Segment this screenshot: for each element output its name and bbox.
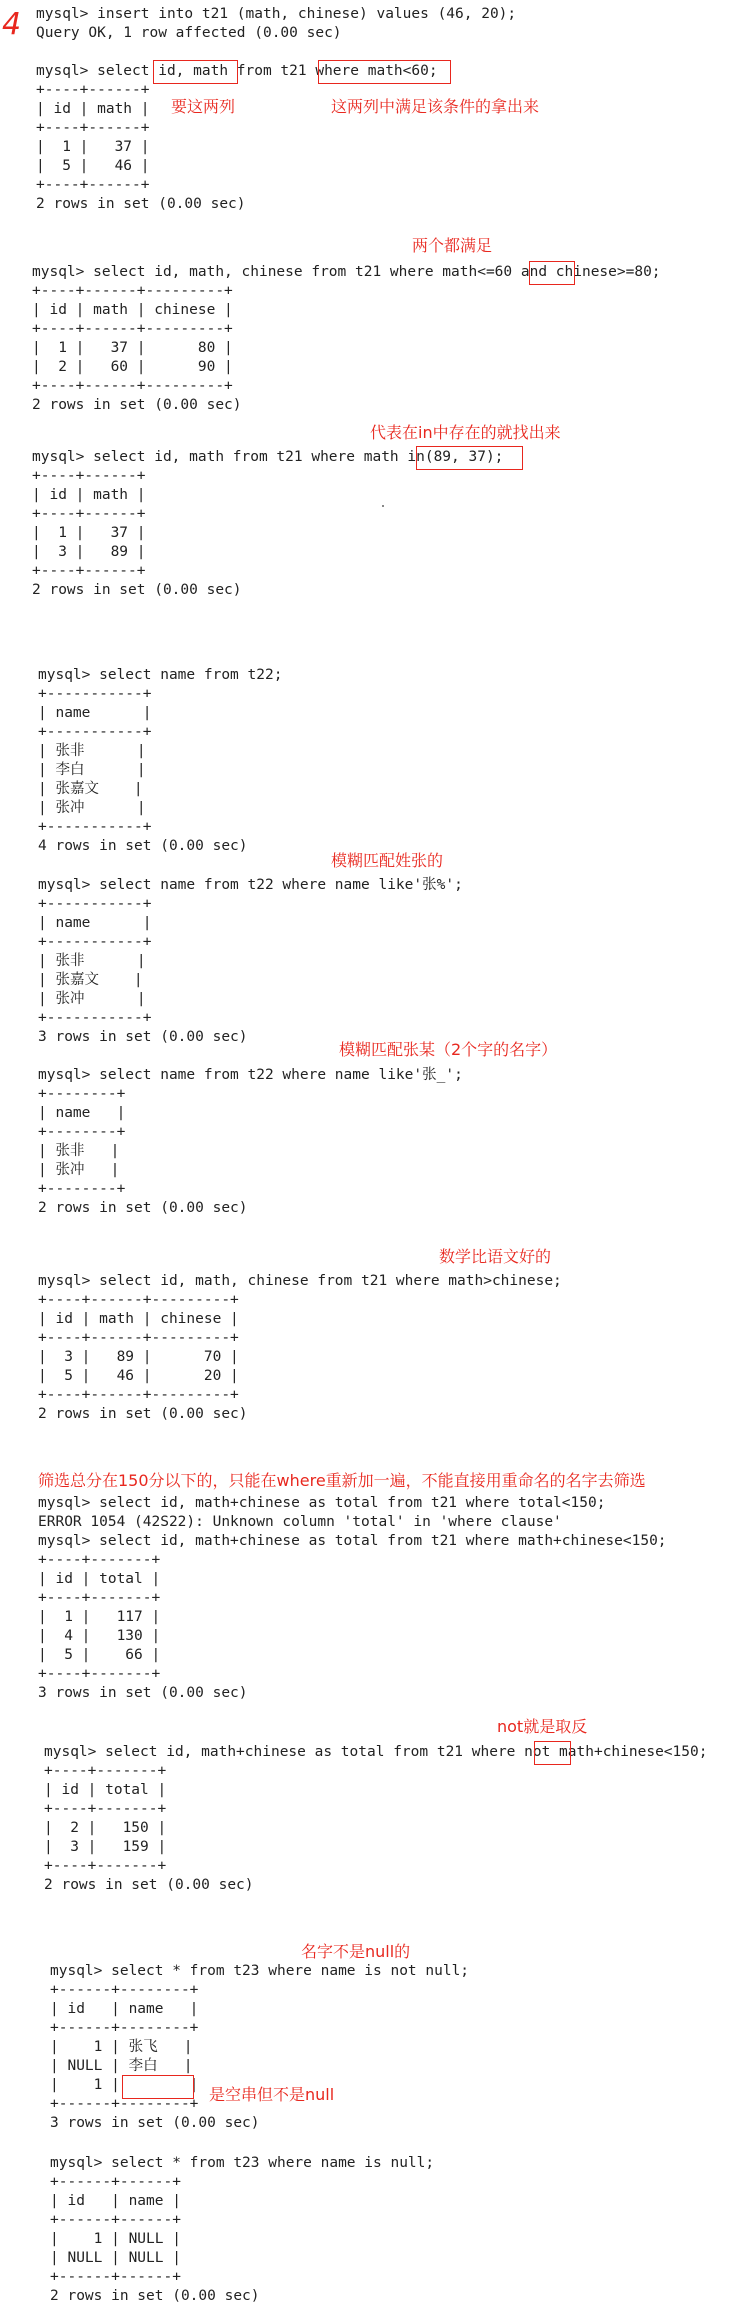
terminal-line: | 4 | 130 | [38,1628,161,1644]
terminal-line: mysql> select * from t23 where name is not null; [50,1963,470,1979]
terminal-line: | 1 | 117 | [38,1609,161,1625]
annotation-math-better: 数学比语文好的 [439,1247,552,1266]
terminal-line: 3 rows in set (0.00 sec) [38,1685,248,1701]
terminal-line: +------+------+ [50,2174,181,2190]
terminal-line: +----+------+ [32,563,146,579]
terminal-line: 2 rows in set (0.00 sec) [50,2288,260,2304]
terminal-line: +-----------+ [38,1010,152,1026]
terminal-block-insert [36,5,516,43]
terminal-line: +------+------+ [50,2212,181,2228]
terminal-line: | id | name | [50,2193,181,2209]
terminal-line: | NULL | 李白 | [50,2058,193,2074]
annotation-want-two-columns: 要这两列 [171,97,236,116]
terminal-line: | 1 | 37 | [36,139,150,155]
terminal-block-like-underscore [38,1066,463,1218]
terminal-line: | 张非 | [38,743,146,759]
terminal-line: mysql> select id, math from t21 where math in(89, 37); [32,449,504,465]
annotation-both-satisfy: 两个都满足 [412,236,493,255]
terminal-line: mysql> select id, math from t21 where math<60; [36,63,438,79]
terminal-line: +----+------+ [36,177,150,193]
terminal-line: | id | total | [38,1571,161,1587]
terminal-line: +----+-------+ [44,1801,167,1817]
terminal-line: 2 rows in set (0.00 sec) [38,1200,248,1216]
terminal-line: 4 rows in set (0.00 sec) [38,838,248,854]
stray-dot [382,505,384,507]
highlight-not [534,1741,571,1765]
terminal-line: 2 rows in set (0.00 sec) [38,1406,248,1422]
terminal-line: mysql> select id, math+chinese as total from t21 where total<150; [38,1495,606,1511]
terminal-line: | 张非 | [38,1143,120,1159]
annotation-not-negation: not就是取反 [497,1717,588,1736]
terminal-line: +----+-------+ [38,1590,161,1606]
highlight-empty-name [122,2075,194,2099]
terminal-line: +----+------+ [36,82,150,98]
terminal-line: | 张冲 | [38,991,146,1007]
terminal-line: +------+------+ [50,2269,181,2285]
terminal-block-select-math-lt-60 [36,62,438,214]
terminal-line: mysql> select * from t23 where name is null; [50,2155,435,2171]
terminal-line: +-----------+ [38,819,152,835]
terminal-line: +--------+ [38,1124,126,1140]
terminal-line: +-----------+ [38,896,152,912]
terminal-line: | name | [38,1105,126,1121]
terminal-line: mysql> select id, math+chinese as total from t21 where math+chinese<150; [38,1533,667,1549]
annotation-total-filter: 筛选总分在150分以下的，只能在where重新加一遍，不能直接用重命名的名字去筛选 [38,1471,646,1490]
terminal-line: +------+--------+ [50,2096,199,2112]
terminal-line: +-----------+ [38,934,152,950]
terminal-line: mysql> select name from t22 where name like'张%'; [38,877,463,893]
terminal-block-total-lt-150 [38,1494,667,1703]
terminal-line: +----+-------+ [44,1763,167,1779]
terminal-line: mysql> insert into t21 (math, chinese) values (46, 20); [36,6,517,22]
terminal-line: | 张冲 | [38,800,146,816]
terminal-line: | 5 | 46 | [36,158,150,174]
terminal-line: +----+------+---------+ [38,1292,239,1308]
terminal-block-math-gt-chinese [38,1272,562,1424]
terminal-line: mysql> select name from t22; [38,667,283,683]
terminal-line: +----+------+---------+ [38,1387,239,1403]
terminal-line: | 1 | NULL | [50,2231,181,2247]
terminal-block-is-not-null [50,1962,469,2133]
highlight-and [529,261,575,285]
terminal-line: +--------+ [38,1086,126,1102]
terminal-line: +----+-------+ [44,1858,167,1874]
terminal-line: 2 rows in set (0.00 sec) [32,397,242,413]
highlight-where-clause [318,60,451,84]
terminal-line: +----+------+---------+ [32,378,233,394]
highlight-in-list [416,446,523,470]
terminal-line: +-----------+ [38,724,152,740]
terminal-line: +----+-------+ [38,1552,161,1568]
terminal-line: 3 rows in set (0.00 sec) [50,2115,260,2131]
terminal-line: mysql> select id, math+chinese as total from t21 where not math+chinese<150; [44,1744,708,1760]
terminal-line: | id | math | [32,487,146,503]
terminal-line: | id | total | [44,1782,167,1798]
terminal-line: +----+------+---------+ [32,321,233,337]
annotation-like-two-char: 模糊匹配张某（2个字的名字） [339,1040,558,1059]
terminal-line: | 5 | 66 | [38,1647,161,1663]
terminal-line: | 1 | 张飞 | [50,2039,193,2055]
terminal-line: +--------+ [38,1181,126,1197]
margin-number-mark: 4 [2,7,22,42]
terminal-line: | 张嘉文 | [38,781,143,797]
terminal-line: | 2 | 60 | 90 | [32,359,233,375]
terminal-block-select-names [38,666,282,856]
terminal-line: | 3 | 159 | [44,1839,167,1855]
terminal-line: 2 rows in set (0.00 sec) [36,196,246,212]
terminal-line: | id | math | chinese | [32,302,233,318]
terminal-block-like-percent [38,876,463,1047]
terminal-line: mysql> select id, math, chinese from t21 where math>chinese; [38,1273,562,1289]
terminal-line: | 张冲 | [38,1162,120,1178]
terminal-line: mysql> select name from t22 where name like'张_'; [38,1067,463,1083]
terminal-line: +----+------+---------+ [38,1330,239,1346]
annotation-like-surname: 模糊匹配姓张的 [331,851,444,870]
terminal-line: | 3 | 89 | [32,544,146,560]
terminal-line: | 1 | 37 | [32,525,146,541]
terminal-line: | id | math | chinese | [38,1311,239,1327]
terminal-line: | name | [38,705,152,721]
terminal-line: 2 rows in set (0.00 sec) [32,582,242,598]
terminal-line: 2 rows in set (0.00 sec) [44,1877,254,1893]
terminal-block-select-in [32,448,503,600]
annotation-filter-condition: 这两列中满足该条件的拿出来 [331,97,540,116]
highlight-id-math [153,60,238,84]
terminal-block-is-null [50,2154,434,2306]
terminal-line: +-----------+ [38,686,152,702]
terminal-line: | 2 | 150 | [44,1820,167,1836]
terminal-line: | name | [38,915,152,931]
terminal-line: +----+------+ [32,468,146,484]
terminal-block-not-total [44,1743,707,1895]
terminal-line: | 张嘉文 | [38,972,143,988]
terminal-line: +------+--------+ [50,2020,199,2036]
terminal-line: mysql> select id, math, chinese from t21 where math<=60 and chinese>=80; [32,264,661,280]
terminal-line: | NULL | NULL | [50,2250,181,2266]
annotation-in-list: 代表在in中存在的就找出来 [370,423,561,442]
terminal-line: | id | math | [36,101,150,117]
terminal-line: Query OK, 1 row affected (0.00 sec) [36,25,342,41]
terminal-line: | 1 | | [50,2077,199,2093]
annotation-name-not-null: 名字不是null的 [301,1942,411,1961]
terminal-line: | 1 | 37 | 80 | [32,340,233,356]
terminal-line: +----+------+ [36,120,150,136]
terminal-line: +------+--------+ [50,1982,199,1998]
terminal-line: 3 rows in set (0.00 sec) [38,1029,248,1045]
terminal-line: +----+-------+ [38,1666,161,1682]
annotation-empty-string: 是空串但不是null [209,2085,335,2104]
terminal-block-select-and [32,263,661,415]
terminal-line: | 张非 | [38,953,146,969]
terminal-line: +----+------+---------+ [32,283,233,299]
terminal-line: | 5 | 46 | 20 | [38,1368,239,1384]
terminal-line: | id | name | [50,2001,199,2017]
terminal-line: ERROR 1054 (42S22): Unknown column 'total' in 'where clause' [38,1514,562,1530]
terminal-line: +----+------+ [32,506,146,522]
terminal-line: | 3 | 89 | 70 | [38,1349,239,1365]
terminal-line: | 李白 | [38,762,146,778]
